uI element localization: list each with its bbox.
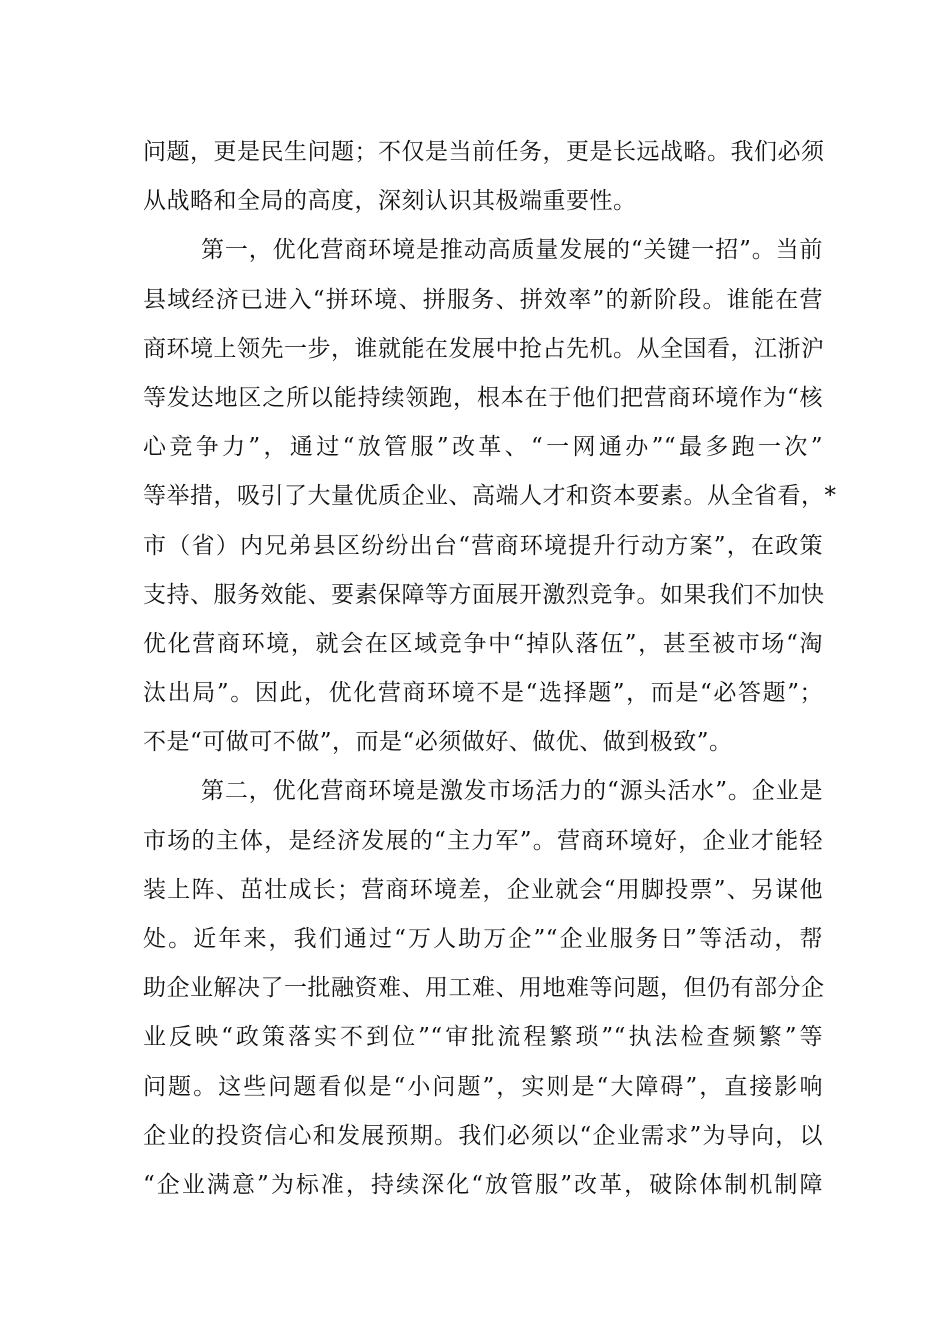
text-line: 处。近年来，我们通过“万人助万企”“企业服务日”等活动，帮	[143, 926, 823, 952]
text-line: 等发达地区之所以能持续领跑，根本在于他们把营商环境作为“核	[143, 384, 823, 411]
text-line: 优化营商环境，就会在区域竞争中“掉队落伍”，甚至被市场“淘	[143, 630, 823, 657]
text-line: 商环境上领先一步，谁就能在发展中抢占先机。从全国看，江浙沪	[143, 335, 825, 362]
text-line: 问题。这些问题看似是“小问题”，实则是“大障碍”，直接影响	[143, 1073, 823, 1100]
text-line: 支持、服务效能、要素保障等方面展开激烈竞争。如果我们不加快	[143, 581, 825, 608]
paragraph-first-line: 第二，优化营商环境是激发市场活力的“源头活水”。企业是	[201, 778, 823, 805]
text-line: 问题，更是民生问题；不仅是当前任务，更是长远战略。我们必须	[143, 139, 825, 165]
text-line: 县域经济已进入“拼环境、拼服务、拼效率”的新阶段。谁能在营	[143, 286, 823, 313]
text-line: 企业的投资信心和发展预期。我们必须以“企业需求”为导向，以	[143, 1122, 823, 1149]
text-line: 助企业解决了一批融资难、用工难、用地难等问题，但仍有部分企	[143, 975, 825, 1002]
paragraph-first-line: 第一，优化营商环境是推动高质量发展的“关键一招”。当前	[201, 237, 823, 264]
text-line: 市（省）内兄弟县区纷纷出台“营商环境提升行动方案”，在政策	[143, 532, 823, 559]
text-line: 市场的主体，是经济发展的“主力军”。营商环境好，企业才能轻	[143, 827, 823, 854]
text-line: 业反映“政策落实不到位”“审批流程繁琐”“执法检查频繁”等	[143, 1024, 823, 1051]
text-line: 不是“可做可不做”，而是“必须做好、做优、做到极致”。	[143, 729, 733, 756]
text-line: 等举措，吸引了大量优质企业、高端人才和资本要素。从全省看，*	[143, 483, 837, 510]
text-line: “企业满意”为标准，持续深化“放管服”改革，破除体制机制障	[143, 1171, 823, 1198]
text-line: 装上阵、茁壮成长；营商环境差，企业就会“用脚投票”、另谋他	[143, 876, 823, 903]
text-line: 从战略和全局的高度，深刻认识其极端重要性。	[143, 188, 637, 215]
text-line: 心竞争力”，通过“放管服”改革、“一网通办”“最多跑一次”	[143, 434, 823, 461]
text-line: 汰出局”。因此，优化营商环境不是“选择题”，而是“必答题”；	[143, 680, 823, 707]
document-body	[143, 128, 837, 1210]
